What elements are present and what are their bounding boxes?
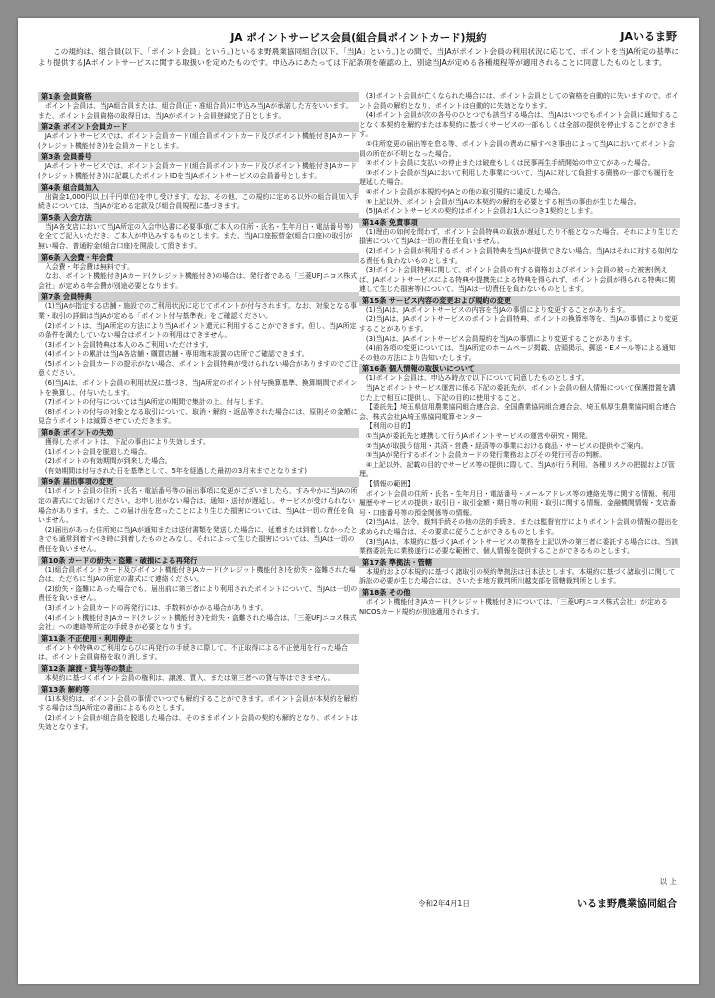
article-paragraph: (7)ポイントの付与については当JA所定の期間で集計の上、付与します。 [44,398,268,407]
article-paragraph: ③ポイント会員が当JAにおいて利用した事業について、当JAに対して負担する債務の一部でも履行を遅延した場合。 [359,168,675,187]
article-heading: 第9条 届出事項の変更 [38,477,359,487]
article-paragraph: ポイントや特典のご利用ならびに再発行の手続きに際して、不正取得による不正使用を行った場合は、ポイント会員資格を取り消します。 [38,643,348,662]
article-paragraph: (5)ポイント会員カードの提示がない場合、ポイント会員特典が受けられない場合がありますのでご注意ください。 [38,359,358,378]
article-paragraph: 入会費・年会費は無料です。 [44,262,134,271]
article-section [38,685,359,733]
article-paragraph: (4)ポイント会員が次の各号のひとつでも該当する場合は、当JAはいつでもポイント会員に通知することなく本契約を解約または本契約に基づくサービスの一部もしくは全部の提供を停止することができます。 [359,111,679,139]
article-section [38,122,359,151]
article-paragraph: (1)当JAが指定する店舗・施設でのご利用状況に応じてポイントが付与されます。なお、対象となる事業・取引の詳細は当JAが定める「ポイント付与基準表」をご確認ください。 [38,302,358,320]
article-heading: 第12条 譲渡・貸与等の禁止 [38,664,359,674]
article-paragraph: (3)当JAは、本規約に基づくJAポイントサービスの業務を上記以外の第三者に委託する場合には、当該業務委託先に業務遂行に必要な範囲で、個人情報を提供することができるものとします。 [359,537,679,556]
article-paragraph: (3)ポイント会員カードの再発行には、手数料がかかる場合があります。 [44,603,268,612]
article-section [38,634,359,663]
article-paragraph: 当JA各支店において当JA所定の入会申込書に必要事項(ご本人の住所・氏名・生年月日・電話番号等)を全てご記入いただき、ご本人が申込みするものとします。また、当JA口座振替金(組合口座)の取引が無い場合、普通貯金(組合口座)を開設して頂きます。 [38,222,353,250]
article-paragraph: 当JAとポイントサービス運営に係る下記の委託先が、ポイント会員の個人情報について保護措置を講じた上で相互に提供し、下記の目的に使用すること。 [359,384,676,402]
article-section [359,92,680,217]
article-paragraph: (5)JAポイントサービスの契約はポイント会員お1人につき1契約とします。 [365,207,598,216]
article-paragraph: (有効期間は付与された日を基準として、5年を経過した最初の3月末までとなります) [44,466,307,475]
article-paragraph: (1)組合員ポイントカード及びポイント機能付きJAカード(クレジット機能付き)を紛失・盗難された場合は、ただちに当JAの所定の書式にて連絡ください。 [38,565,356,584]
article-section [38,556,359,633]
article-heading: 第11条 不正使用・利用停止 [38,634,359,644]
article-section [38,183,359,212]
article-section [38,92,359,121]
article-section [38,292,359,427]
brand-name: JAいるま野 [620,30,677,43]
article-paragraph: (3)ポイント会員が亡くなられた場合には、ポイント会員としての資格を自動的に失いますので、ポイント会員の解約となり、ポイントは自動的に失効となります。 [359,92,679,110]
article-heading: 第7条 会員特典 [38,292,359,302]
article-paragraph: ③当JAが発行するポイント会員カードの発行業務およびその発行可否の判断。 [365,451,607,460]
article-section [38,213,359,252]
article-heading: 第15条 サービス内容の変更および規約の変更 [359,296,680,306]
article-paragraph: 本規約および本規約に基づく諸取引の契約準拠法は日本法とします。本規約に基づく諸取引に関して訴訟の必要が生じた場合には、さいたま地方裁判所川越支部を管轄裁判所とします。 [359,567,676,586]
article-paragraph: 【利用の目的】 [365,422,415,431]
document-page [18,18,699,984]
article-paragraph: ②ポイント会員に支払いの停止または破産もしくは民事再生手続開始の申立てがあった場合。 [365,159,655,168]
article-paragraph: 出資金1,000円以上(千円単位)を申し受けます。なお、その他、この規約に定める以外の組合員加入手続きについては、当JAが定める定款及び組合員規程に基づきます。 [38,192,359,211]
article-paragraph: (1)ポイント会員は、申込み時点で以下について同意したものとします。 [365,374,589,383]
article-paragraph: ①住所変更の届出等を怠る等、ポイント会員の責めに帰すべき事由によって当JAにおいてポイント会員の所在が不明となった場合。 [359,139,675,158]
article-paragraph: JAポイントサービスでは、ポイント会員カード(組合員ポイントカード及びポイント機能付きJAカード(クレジット機能付き))に記載したポイントIDを当JAポイントサービスの会員番号とします。 [38,162,357,180]
article-paragraph: ポイント会員の住所・氏名・生年月日・電話番号・メールアドレス等の連絡先等に関する情報、利用履歴やサービスの提供・取引日・取引金額・期日等の利用・取引に関する情報、金融機関情報・支店番号・口座番号等の預金関係等の情報。 [359,489,676,517]
article-paragraph: (2)紛失・盗難にあった場合でも、届出前に第三者により利用されたポイントについて、当JAは一切の責任を負いません。 [38,584,358,603]
article-section [359,588,680,617]
article-paragraph: (3)当JAは、JAポイントサービス会員規約を当JAの事情により変更することがあります。 [365,334,637,343]
article-paragraph: (2)当JAは、法令、裁判手続その他の法的手続き、または監督官庁によりポイント会員の情報の提出を求められた場合は、その要求に従うことができるものとします。 [359,518,679,536]
article-heading: 第18条 その他 [359,588,680,598]
article-paragraph: ①当JAが委託先と連携して行うJAポイントサービスの運営や研究・開発。 [365,432,593,440]
intro-paragraph: この規約は、組合員(以下、「ポイント会員」という。)といるま野農業協同組合(以下、「当JA」という。)との間で、当JAがポイント会員の利用状況に応じて、ポイントを当JA所定の基準により提供するJAポイントサービスに関する取扱いを定めたものです。申込みにあたっては下記条項を確認の上、別途当JAが定める各種規程等が適用されることに同意したものとします。 [38,47,679,67]
article-heading: 第5条 入会方法 [38,213,359,223]
article-paragraph: ④上記以外、記載の目的でサービス等の提供に際して、当JAが行う利用、各種リスクの把握および管理。 [359,460,675,479]
article-section [38,428,359,476]
article-paragraph: (4)ポイント機能付きJAカード(クレジット機能付き)を紛失・盗難された場合は、「三菱UFJニコス株式会社」への連絡等所定の手続きが必要となります。 [38,613,357,632]
article-paragraph: ②当JAが取扱う信用・共済・営農・経済等の事業における商品・サービスの提供やご案内。 [365,441,648,450]
article-paragraph: JAポイントサービスでは、ポイント会員カード(組合員ポイントカード及びポイント機能付きJAカード(クレジット機能付き))を会員カードとします。 [38,132,357,150]
article-paragraph: (3)ポイント会員特典は本人のみご利用いただけます。 [44,340,213,349]
left-column [38,92,359,734]
article-heading: 第8条 ポイントの失効 [38,428,359,438]
article-paragraph: 【委託先】埼玉県信用農業協同組合連合会、全国農業協同組合連合会、埼玉県厚生農業協同組合連合会、株式会社JA埼玉県協同電算センター [359,403,676,421]
article-paragraph: (1)本契約は、ポイント会員の事情でいつでも解約することができます。ポイント会員が本契約を解約する場合は当JA所定の書面によるものとします。 [38,694,358,713]
article-paragraph: なお、ポイント機能付きJAカード(クレジット機能付き)の場合は、発行者である「三菱UFJニコス株式会社」が定める年会費が別途必要となります。 [38,272,358,290]
article-paragraph: (2)ポイントの有効期間が到来した場合。 [44,457,172,466]
article-paragraph: ポイント会員は、当JA組合員または、組合員(正・准組合員)に申込み当JAが承諾した方をいいます。また、ポイント会員資格の取得日は、当JAがポイント会員登録完了日とします。 [38,102,353,120]
article-section [38,664,359,684]
article-heading: 第6条 入会費・年会費 [38,253,359,263]
article-section [38,477,359,554]
article-heading: 第1条 会員資格 [38,92,359,102]
closing-mark: 以 上 [659,877,677,886]
article-paragraph: (6)当JAは、ポイント会員の利用状況に基づき、当JA所定のポイント付与換算基準、換算期間でポイントを換算し、付与いたします。 [38,379,358,397]
article-heading: 第3条 会員番号 [38,152,359,162]
article-paragraph: (3)ポイント会員特典に関して、ポイント会員の有する資格およびポイント会員の被った被害(例えば、JAポイントサービスによる特典や提携先による特典を得られず、ポイント会員が得られる特典に関連して生じた損害等)について、当JAは一切責任を負わないものとします。 [359,266,676,294]
article-section [359,364,680,556]
article-paragraph: (1)理由の如何を問わず、ポイント会員特典の取扱が遅延したり不能となった場合、それにより生じた損害について当JAは一切の責任を負いません。 [359,227,679,246]
article-paragraph: (2)届出があった住所宛に当JAが通知または送付書類を発送した場合に、延着または到着しなかったときでも通常到着すべき時に到着したものとみなし、それによって生じた損害については、当JAは一切の責任を負いません。 [38,525,358,553]
article-paragraph: (1)ポイント会員の住所・氏名・電話番号等の届出事項に変更がございましたら、すみやかに当JAの所定の書式にてお届けください。お申し出がない場合は、通知・送付が遅延し、サービスが受けられない場合があります。また、この届け出を怠ったことにより生じた損害については、当JAは一切の責任を負いません。 [38,487,358,525]
article-heading: 第17条 準拠法・管轄 [359,558,680,568]
article-heading: 第13条 解約等 [38,685,359,695]
article-paragraph: 本契約に基づくポイント会員の権利は、譲渡、質入、または第三者への貸与等はできません。 [44,673,335,682]
document-date: 令和2年4月1日 [418,899,470,908]
article-paragraph: (2)ポイントは、当JA所定の方法により当JAポイント還元に利用することができます。但し、当JA所定の条件を満たしていない場合はポイントの利用はできません。 [38,321,357,340]
article-paragraph: ⑤上記以外、ポイント会員が当JAの本契約の解約を必要とする相当の事由が生じた場合。 [365,197,641,206]
article-paragraph: (2)ポイント会員が組合員を脱退した場合は、そのままポイント会員の契約も解約となり、ポイントは失効となります。 [38,713,358,732]
article-heading: 第4条 組合員加入 [38,183,359,193]
document-title: JA ポイントサービス会員(組合員ポイントカード)規約 [230,32,487,44]
article-paragraph: (4)ポイントの累計は当JA各店舗・購買店舗・専用端末設置の店所でご確認できます。 [44,350,309,359]
article-paragraph: ポイント機能付きJAカード(クレジット機能付き)については、「三菱UFJニコス株式会社」が定めるNICOSカード規約が別途適用されます。 [359,597,668,616]
organization-name: いるま野農業協同組合 [577,899,677,910]
article-paragraph: (2)ポイント会員が利用するポイント会員特典を当JAが提供できない場合、当JAはそれに対する如何なる責任も負わないものとします。 [359,246,679,265]
article-paragraph: (8)ポイントの付与の対象となる取引について、取消・解約・返品等された場合には、原則その金額に見合うポイントは減算させていただきます。 [38,407,358,426]
article-section [359,296,680,364]
article-paragraph: (2)当JAは、JAポイントサービスのポイント会員特典、ポイントの換算率等を、当JAの事情により変更することがあります。 [359,315,679,334]
article-paragraph: (4)前各項の変更については、当JA所定のホームページ掲載、店頭掲示、郵送・Eメール等による通知その他の方法により告知いたします。 [359,344,676,362]
article-heading: 第10条 カードの紛失・盗難・破損による再発行 [38,556,359,566]
article-paragraph: 【情報の範囲】 [365,479,415,488]
article-heading: 第16条 個人情報の取扱いについて [359,364,680,374]
article-paragraph: (1)ポイント会員を脱退した場合。 [44,447,152,456]
article-section [359,218,680,295]
article-section [359,558,680,587]
article-paragraph: (1)当JAは、JAポイントサービスの内容を当JAの事情により変更することがあります。 [365,305,630,314]
article-section [38,152,359,181]
article-heading: 第14条 免責事項 [359,218,680,228]
article-paragraph: ④ポイント会員が本規約やJAとの他の取引規約に違反した場合。 [365,187,565,196]
right-column [359,92,680,618]
article-section [38,253,359,292]
article-heading: 第2条 ポイント会員カード [38,122,359,132]
article-paragraph: 獲得したポイントは、下記の事由により失効します。 [44,438,210,447]
